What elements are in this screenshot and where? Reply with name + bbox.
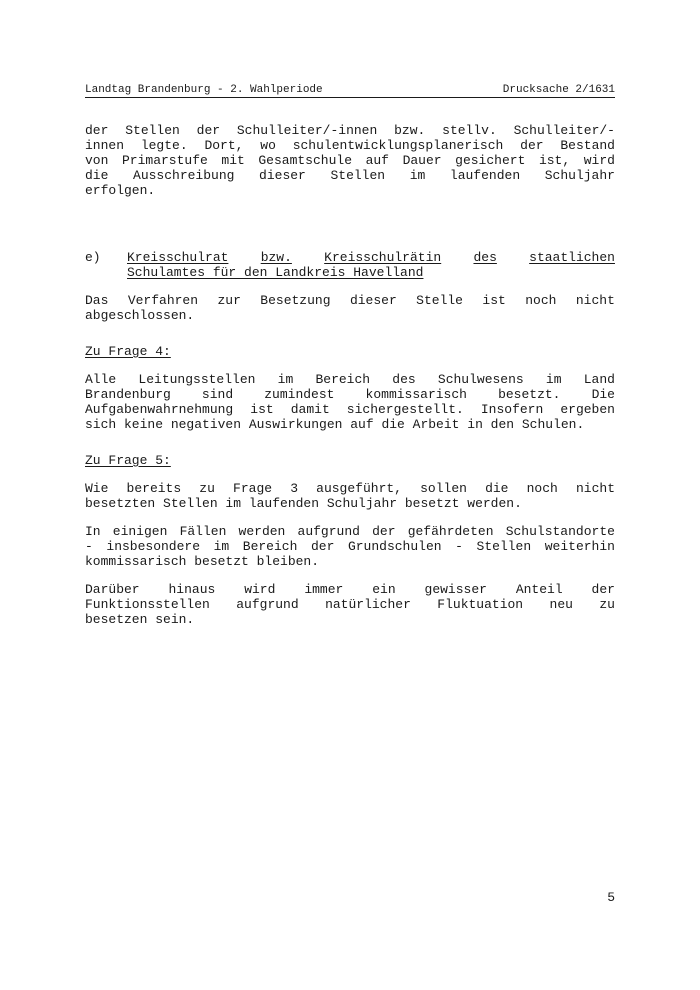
word: von — [85, 153, 109, 168]
word: Schulleiter/-innen — [236, 123, 378, 138]
word: nicht — [575, 293, 615, 308]
word: Schulstandorte — [505, 524, 615, 539]
word: wo — [260, 138, 276, 153]
word: des — [473, 250, 497, 265]
text-line: sich keine negativen Auswirkungen auf die Arbeit in den Schulen. — [85, 417, 585, 432]
word: dieser — [259, 168, 306, 183]
word: zu — [599, 597, 615, 612]
word: die — [85, 168, 109, 183]
text-line — [85, 402, 615, 417]
text-line — [85, 539, 615, 554]
list-item-label: e) — [85, 250, 101, 265]
word: Gesamtschule — [258, 153, 352, 168]
word: Insofern — [480, 402, 544, 417]
word: sichergestellt. — [346, 402, 464, 417]
word: Bestand — [560, 138, 615, 153]
word: Ausschreibung — [133, 168, 235, 183]
word: gewisser — [424, 582, 487, 597]
word: zur — [217, 293, 241, 308]
word: In — [85, 524, 101, 539]
heading-text: Zu Frage 4: — [85, 344, 171, 359]
word: Kreisschulrätin — [324, 250, 442, 265]
word: gefährdeten — [407, 524, 494, 539]
word: neu — [549, 597, 573, 612]
word: Dort, — [204, 138, 244, 153]
text-line — [85, 138, 615, 153]
word: dieser — [349, 293, 397, 308]
heading-text: Zu Frage 5: — [85, 453, 171, 468]
section-heading-frage-5 — [85, 453, 615, 468]
header-document-number: Drucksache 2/1631 — [502, 84, 615, 96]
word: Stellen — [125, 123, 180, 138]
word: Bereich — [315, 372, 371, 387]
page-header — [85, 83, 615, 98]
paragraph-frage-4 — [85, 372, 615, 432]
word: Anteil — [515, 582, 563, 597]
word: Dauer — [402, 153, 442, 168]
word: Schulleiter/- — [513, 123, 615, 138]
word: noch — [525, 293, 557, 308]
word: bereits — [126, 481, 182, 496]
word: bzw. — [260, 250, 292, 265]
word: damit — [290, 402, 330, 417]
word: Schuljahr — [544, 168, 615, 183]
word: Frage — [233, 481, 273, 496]
word: Kreisschulrat — [127, 250, 229, 265]
word: sollen — [420, 481, 467, 496]
word: - — [85, 539, 93, 554]
word: Stellen — [330, 168, 386, 183]
document-body — [85, 123, 615, 627]
word: legte. — [140, 138, 188, 153]
word: bzw. — [394, 123, 426, 138]
word: der — [372, 524, 396, 539]
word: ist — [482, 293, 506, 308]
word: Fluktuation — [437, 597, 524, 612]
list-item-e — [85, 250, 615, 280]
text-line — [85, 481, 615, 496]
word: Primarstufe — [121, 153, 208, 168]
word: innen — [85, 138, 125, 153]
word: ausgeführt, — [316, 481, 402, 496]
word: aufgrund — [236, 597, 299, 612]
word: laufenden — [449, 168, 521, 183]
word: der — [591, 582, 615, 597]
word: zu — [199, 481, 215, 496]
word: der — [520, 138, 544, 153]
word: sind — [201, 387, 234, 402]
word: gesichert — [455, 153, 526, 168]
text-line: besetzen sein. — [85, 612, 195, 627]
paragraph-schulleiter — [85, 123, 615, 198]
text-line — [85, 168, 615, 183]
word: Leitungsstellen — [138, 372, 256, 387]
word: wird — [583, 153, 615, 168]
word: stellv. — [442, 123, 497, 138]
word: insbesondere — [106, 539, 201, 554]
word: Funktionsstellen — [85, 597, 210, 612]
word: Darüber — [85, 582, 140, 597]
word: der — [196, 123, 221, 138]
paragraph-frage-5-3 — [85, 582, 615, 627]
word: immer — [304, 582, 344, 597]
word: die — [485, 481, 509, 496]
word: 3 — [290, 481, 299, 496]
word: Stelle — [416, 293, 463, 308]
word: im — [545, 372, 562, 387]
text-line: abgeschlossen. — [85, 308, 195, 323]
word: Grundschulen — [347, 539, 442, 554]
word: ist — [250, 402, 274, 417]
word: Aufgabenwahrnehmung — [85, 402, 234, 417]
list-item-heading — [127, 250, 615, 280]
text-line — [127, 250, 615, 265]
word: aufgrund — [297, 524, 360, 539]
text-line — [85, 293, 615, 308]
page-number: 5 — [607, 890, 615, 905]
text-line — [85, 387, 615, 402]
text-line — [85, 372, 615, 387]
word: nicht — [575, 481, 615, 496]
word: noch — [526, 481, 558, 496]
word: im — [409, 168, 426, 183]
word: auf — [365, 153, 389, 168]
word: ergeben — [560, 402, 615, 417]
word: schulentwicklungsplanerisch — [292, 138, 504, 153]
word: Stellen — [476, 539, 532, 554]
text-line: Schulamtes für den Landkreis Havelland — [127, 265, 424, 280]
word: kommissarisch — [365, 387, 467, 402]
text-line: kommissarisch besetzt bleiben. — [85, 554, 320, 569]
word: einigen — [112, 524, 168, 539]
text-line — [85, 524, 615, 539]
word: staatlichen — [529, 250, 615, 265]
word: mit — [221, 153, 245, 168]
header-title: Landtag Brandenburg - 2. Wahlperiode — [85, 84, 323, 96]
word: - — [455, 539, 463, 554]
word: Wie — [85, 481, 109, 496]
text-line: erfolgen. — [85, 183, 156, 198]
word: im — [277, 372, 294, 387]
section-heading-frage-4 — [85, 344, 615, 359]
text-line: besetzten Stellen im laufenden Schuljahr besetzt werden. — [85, 496, 522, 511]
word: Bereich — [242, 539, 298, 554]
word: zumindest — [264, 387, 335, 402]
paragraph-frage-5-1 — [85, 481, 615, 511]
word: der — [310, 539, 335, 554]
word: Fällen — [179, 524, 227, 539]
word: Besetzung — [260, 293, 331, 308]
word: weiterhin — [544, 539, 615, 554]
paragraph-frage-5-2 — [85, 524, 615, 569]
word: Das — [85, 293, 109, 308]
word: Land — [583, 372, 615, 387]
word: des — [392, 372, 416, 387]
text-line — [85, 153, 615, 168]
word: Die — [591, 387, 615, 402]
word: besetzt. — [498, 387, 561, 402]
word: ist, — [538, 153, 571, 168]
word: im — [213, 539, 230, 554]
paragraph-verfahren — [85, 293, 615, 323]
word: ein — [372, 582, 396, 597]
word: werden — [238, 524, 286, 539]
word: der — [85, 123, 109, 138]
word: Alle — [85, 372, 117, 387]
text-line — [85, 123, 615, 138]
word: Verfahren — [127, 293, 199, 308]
word: Schulwesens — [437, 372, 524, 387]
word: Brandenburg — [85, 387, 171, 402]
word: natürlicher — [325, 597, 411, 612]
word: wird — [244, 582, 276, 597]
text-line — [85, 582, 615, 597]
text-line — [85, 597, 615, 612]
word: hinaus — [168, 582, 216, 597]
